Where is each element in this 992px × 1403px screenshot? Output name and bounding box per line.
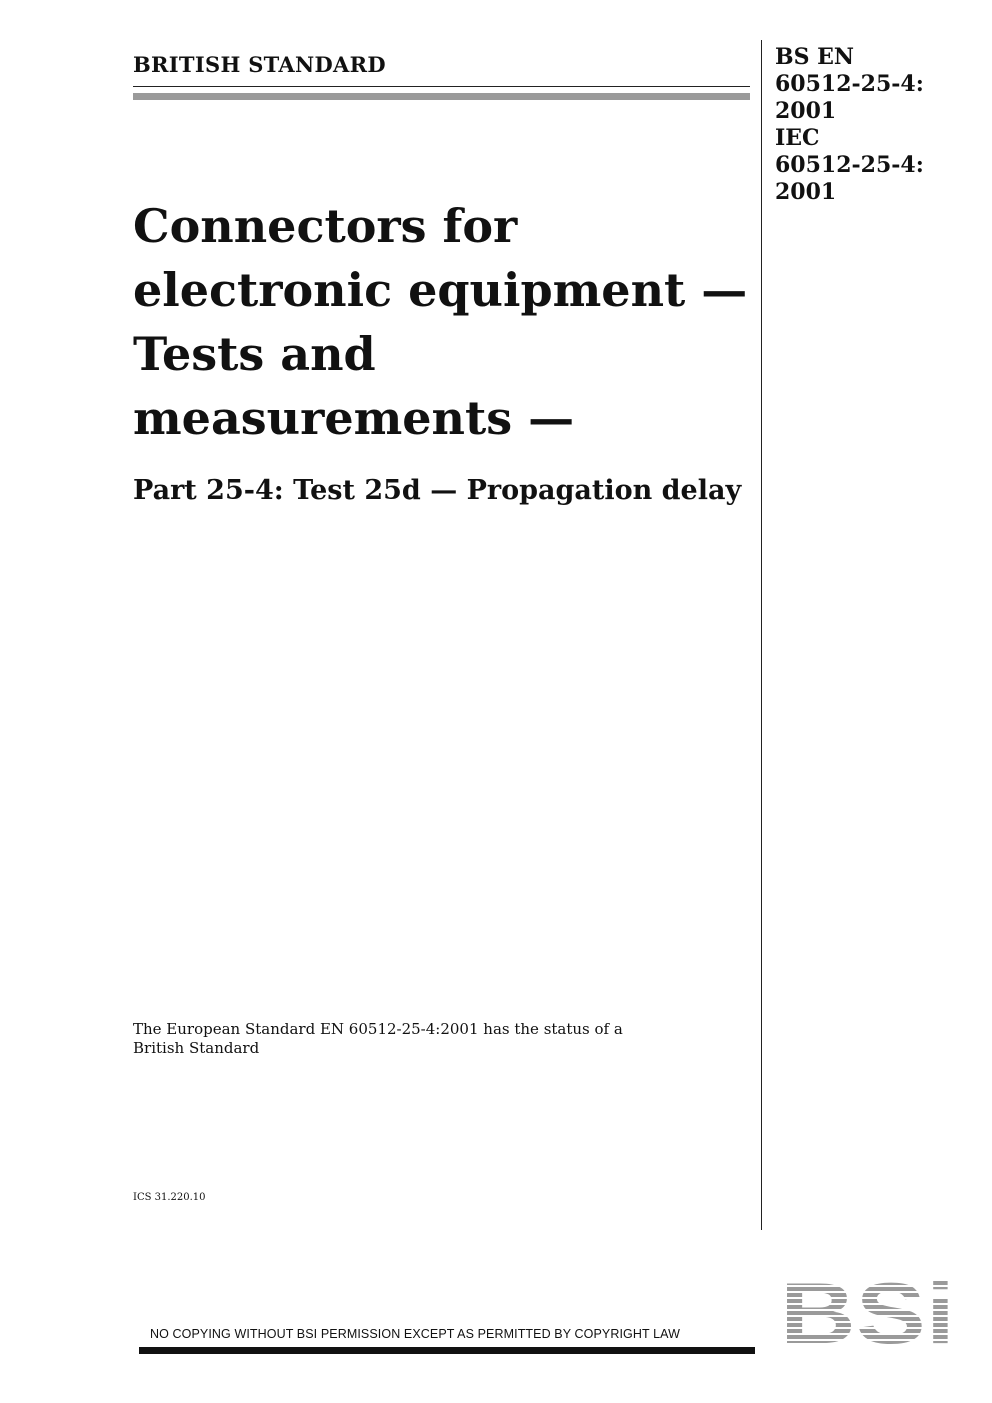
document-title [133,194,758,450]
copyright-notice: NO COPYING WITHOUT BSI PERMISSION EXCEPT AS PERMITTED BY COPYRIGHT LAW [150,1327,681,1341]
designation-line: 60512-25-4: [775,71,924,97]
designation-line: 2001 [775,98,837,124]
header-rule-thin [133,86,750,87]
ics-code: ICS 31.220.10 [133,1192,206,1203]
title-line: Tests and [133,327,376,381]
title-line: electronic equipment — [133,263,748,317]
designation-line: 60512-25-4: [775,152,924,178]
status-line: British Standard [133,1039,260,1057]
status-line: The European Standard EN 60512-25-4:2001 has the status of a [133,1020,623,1038]
document-part-title: Part 25-4: Test 25d — Propagation delay [133,475,742,506]
title-line: measurements — [133,391,575,445]
status-statement [133,1020,653,1058]
header-rule-thick [133,93,750,100]
bsi-logo [780,1275,955,1350]
document-class-label: BRITISH STANDARD [133,52,386,77]
designation-line: IEC [775,125,820,151]
designation-line: BS EN [775,44,855,70]
column-divider [761,40,762,1230]
footer-rule [139,1347,755,1354]
title-line: Connectors for [133,199,518,253]
designation-line: 2001 [775,179,837,205]
standard-designation [775,44,975,206]
logo-text: BSi [780,1275,955,1350]
